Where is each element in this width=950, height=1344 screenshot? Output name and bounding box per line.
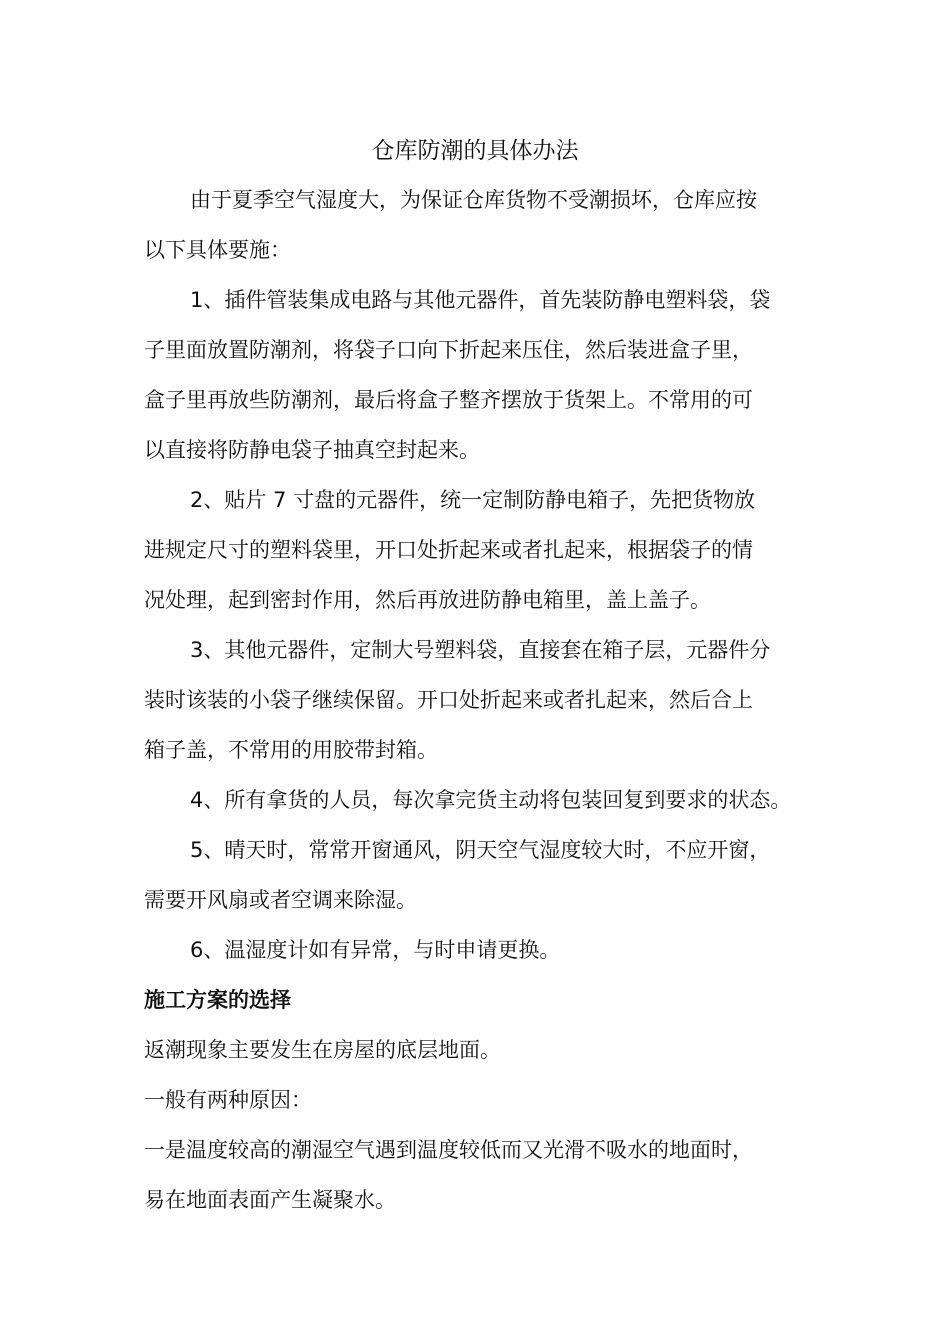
item-1-line-1: 1、插件管装集成电路与其他元器件，首先装防静电塑料袋，袋 xyxy=(190,288,771,312)
section-heading: 施工方案的选择 xyxy=(144,988,291,1012)
item-5-line-1: 5、晴天时，常常开窗通风，阴天空气湿度较大时，不应开窗， xyxy=(190,838,771,862)
item-2-line-1: 2、贴片 7 寸盘的元器件，统一定制防静电箱子，先把货物放 xyxy=(190,488,756,512)
body-line-4: 易在地面表面产生凝聚水。 xyxy=(144,1188,396,1212)
body-line-2: 一般有两种原因： xyxy=(144,1088,312,1112)
intro-line-1: 由于夏季空气湿度大，为保证仓库货物不受潮损坏，仓库应按 xyxy=(190,188,757,212)
item-5-line-2: 需要开风扇或者空调来除湿。 xyxy=(144,888,417,912)
item-3-line-3: 箱子盖，不常用的用胶带封箱。 xyxy=(144,738,438,762)
item-3-line-2: 装时该装的小袋子继续保留。开口处折起来或者扎起来，然后合上 xyxy=(144,688,753,712)
body-line-1: 返潮现象主要发生在房屋的底层地面。 xyxy=(144,1038,501,1062)
item-4-line-1: 4、所有拿货的人员，每次拿完货主动将包装回复到要求的状态。 xyxy=(190,788,792,812)
item-1-line-3: 盒子里再放些防潮剂，最后将盒子整齐摆放于货架上。不常用的可 xyxy=(144,388,753,412)
item-1-line-2: 子里面放置防潮剂，将袋子口向下折起来压住，然后装进盒子里， xyxy=(144,338,753,362)
body-line-3: 一是温度较高的潮湿空气遇到温度较低而又光滑不吸水的地面时， xyxy=(144,1138,753,1162)
item-3-line-1: 3、其他元器件，定制大号塑料袋，直接套在箱子层，元器件分 xyxy=(190,638,771,662)
item-2-line-2: 进规定尺寸的塑料袋里，开口处折起来或者扎起来，根据袋子的情 xyxy=(144,538,753,562)
item-2-line-3: 况处理，起到密封作用，然后再放进防静电箱里，盖上盖子。 xyxy=(144,588,711,612)
intro-line-2: 以下具体要施： xyxy=(144,238,291,262)
item-6-line-1: 6、温湿度计如有异常，与时申请更换。 xyxy=(190,938,561,962)
page-title: 仓库防潮的具体办法 xyxy=(371,138,579,164)
item-1-line-4: 以直接将防静电袋子抽真空封起来。 xyxy=(144,438,480,462)
